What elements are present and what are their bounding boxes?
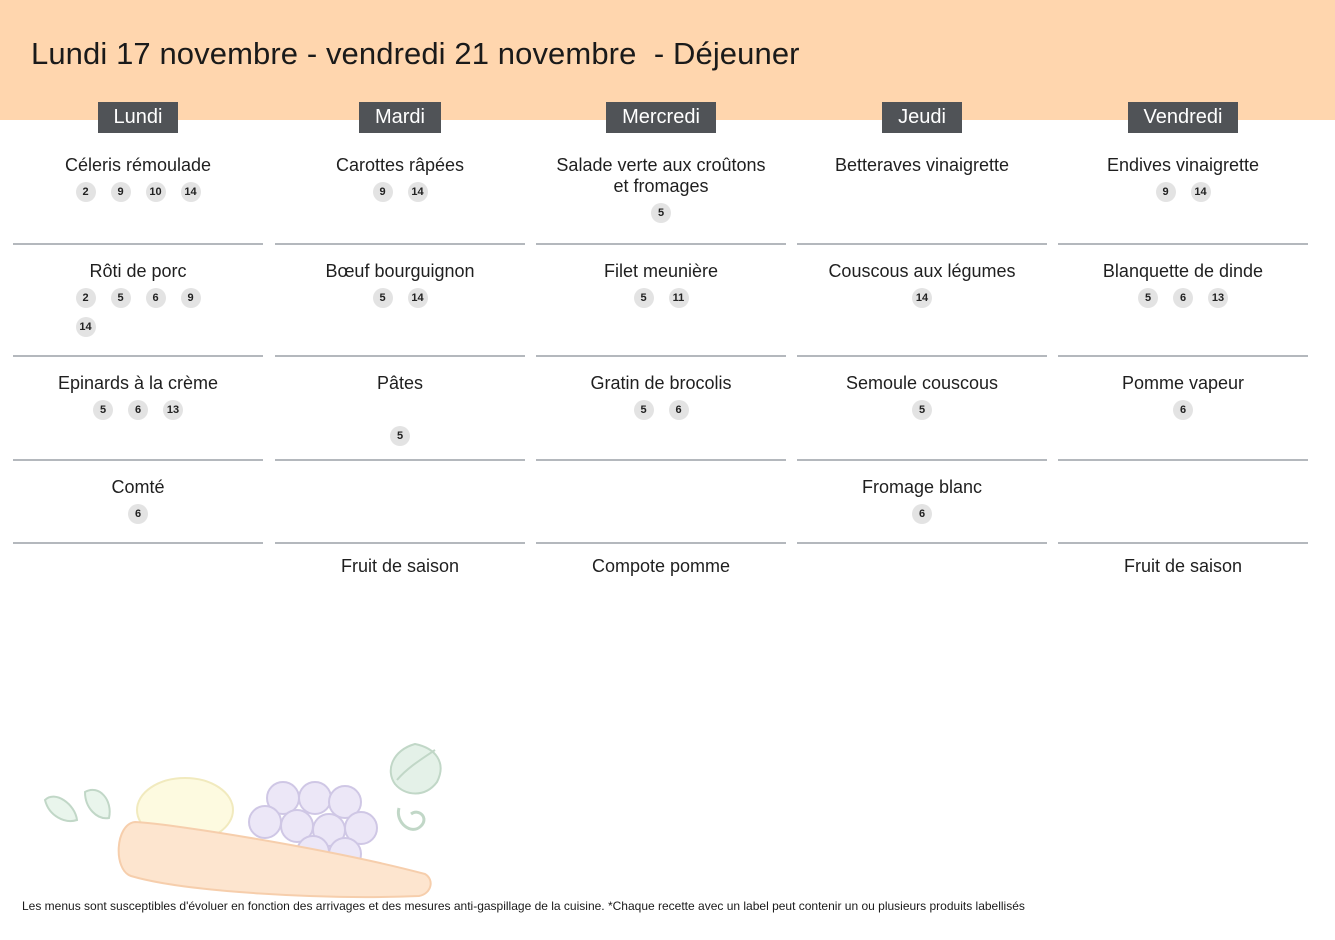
- dish-name: Blanquette de dinde: [1102, 261, 1264, 281]
- dish-cell: [1058, 133, 1308, 245]
- dish-cell: [275, 245, 525, 357]
- allergen-badge: 9: [181, 288, 201, 308]
- dish-cell: [1058, 245, 1308, 357]
- allergen-badge: 9: [111, 182, 131, 202]
- allergen-badge: 6: [146, 288, 166, 308]
- dish-cell: [1058, 357, 1308, 461]
- allergen-badge: 5: [651, 203, 671, 223]
- dessert: Fruit de saison: [340, 556, 460, 576]
- dessert: Fruit de saison: [1123, 556, 1243, 576]
- allergen-badge: 2: [76, 288, 96, 308]
- dish-name: Betteraves vinaigrette: [834, 155, 1010, 175]
- dish-cell: [13, 245, 263, 357]
- allergen-badge: 5: [93, 400, 113, 420]
- vegetables-illustration: [35, 740, 455, 900]
- allergen-badge: 14: [1191, 182, 1211, 202]
- allergen-badge: 9: [1156, 182, 1176, 202]
- allergen-badge: 5: [390, 426, 410, 446]
- dish-cell: [536, 357, 786, 461]
- allergen-badge: 5: [1138, 288, 1158, 308]
- day-column-vendredi: [1058, 102, 1308, 576]
- day-header: Vendredi: [1128, 102, 1239, 133]
- dish-name: Pâtes: [376, 373, 424, 393]
- allergen-badge: 5: [634, 288, 654, 308]
- allergen-badge: 10: [146, 182, 166, 202]
- day-column-mercredi: [536, 102, 786, 576]
- allergen-badge: 14: [408, 288, 428, 308]
- allergen-badge: 13: [1208, 288, 1228, 308]
- dish-name: Salade verte aux croûtons et fromages: [556, 155, 766, 196]
- allergen-badge: 5: [912, 400, 932, 420]
- dish-cell: [275, 357, 525, 461]
- day-header: Jeudi: [882, 102, 962, 133]
- dish-name: Bœuf bourguignon: [325, 261, 475, 281]
- dish-cell: [797, 245, 1047, 357]
- dish-cell: [13, 133, 263, 245]
- allergen-badge: 6: [669, 400, 689, 420]
- day-column-lundi: [13, 102, 263, 544]
- day-header-wrap: [1058, 102, 1308, 133]
- dessert: Compote pomme: [591, 556, 731, 576]
- allergen-badge: 14: [408, 182, 428, 202]
- dish-cell: [536, 461, 786, 544]
- dish-name: Fromage blanc: [861, 477, 983, 497]
- dish-name: Rôti de porc: [89, 261, 187, 281]
- dish-cell: [536, 245, 786, 357]
- allergen-badge: 13: [163, 400, 183, 420]
- day-header-wrap: [275, 102, 525, 133]
- allergen-badge: 6: [912, 504, 932, 524]
- dish-cell: [275, 133, 525, 245]
- dish-name: Endives vinaigrette: [1106, 155, 1260, 175]
- day-header: Lundi: [98, 102, 179, 133]
- dish-name: Filet meunière: [603, 261, 719, 281]
- dish-cell: [536, 133, 786, 245]
- footer-note: Les menus sont susceptibles d'évoluer en fonction des arrivages et des mesures anti-gaspillage de la cuisine. *Chaque recette avec un label peut contenir un ou plusieurs produits labellisés: [22, 899, 1025, 913]
- dish-name: Couscous aux légumes: [828, 261, 1016, 281]
- day-header-wrap: [797, 102, 1047, 133]
- dish-cell: [797, 461, 1047, 544]
- dish-cell: [797, 357, 1047, 461]
- day-column-mardi: [275, 102, 525, 576]
- day-header-wrap: [13, 102, 263, 133]
- dish-name: Epinards à la crème: [57, 373, 219, 393]
- dish-name: Comté: [111, 477, 165, 497]
- dish-cell: [13, 357, 263, 461]
- page-title: Lundi 17 novembre - vendredi 21 novembre - Déjeuner: [31, 36, 800, 71]
- day-column-jeudi: [797, 102, 1047, 544]
- allergen-badge: 14: [76, 317, 96, 337]
- allergen-badge: 6: [1173, 400, 1193, 420]
- allergen-badge: 5: [111, 288, 131, 308]
- allergen-badge: 11: [669, 288, 689, 308]
- dish-cell: [275, 461, 525, 544]
- allergen-badge: 6: [128, 504, 148, 524]
- allergen-badge: 14: [181, 182, 201, 202]
- allergen-badge: 9: [373, 182, 393, 202]
- dish-cell: [797, 133, 1047, 245]
- allergen-badge: 2: [76, 182, 96, 202]
- allergen-badge: 6: [1173, 288, 1193, 308]
- allergen-badge: 14: [912, 288, 932, 308]
- dish-name: Semoule couscous: [845, 373, 999, 393]
- day-header: Mercredi: [606, 102, 716, 133]
- dish-cell: [13, 461, 263, 544]
- dish-name: Gratin de brocolis: [590, 373, 732, 393]
- day-header: Mardi: [359, 102, 441, 133]
- day-header-wrap: [536, 102, 786, 133]
- allergen-badge: 5: [634, 400, 654, 420]
- allergen-badge: 6: [128, 400, 148, 420]
- dish-cell: [1058, 461, 1308, 544]
- dish-name: Pomme vapeur: [1121, 373, 1245, 393]
- dish-name: Carottes râpées: [335, 155, 465, 175]
- dish-name: Céleris rémoulade: [64, 155, 212, 175]
- allergen-badge: 5: [373, 288, 393, 308]
